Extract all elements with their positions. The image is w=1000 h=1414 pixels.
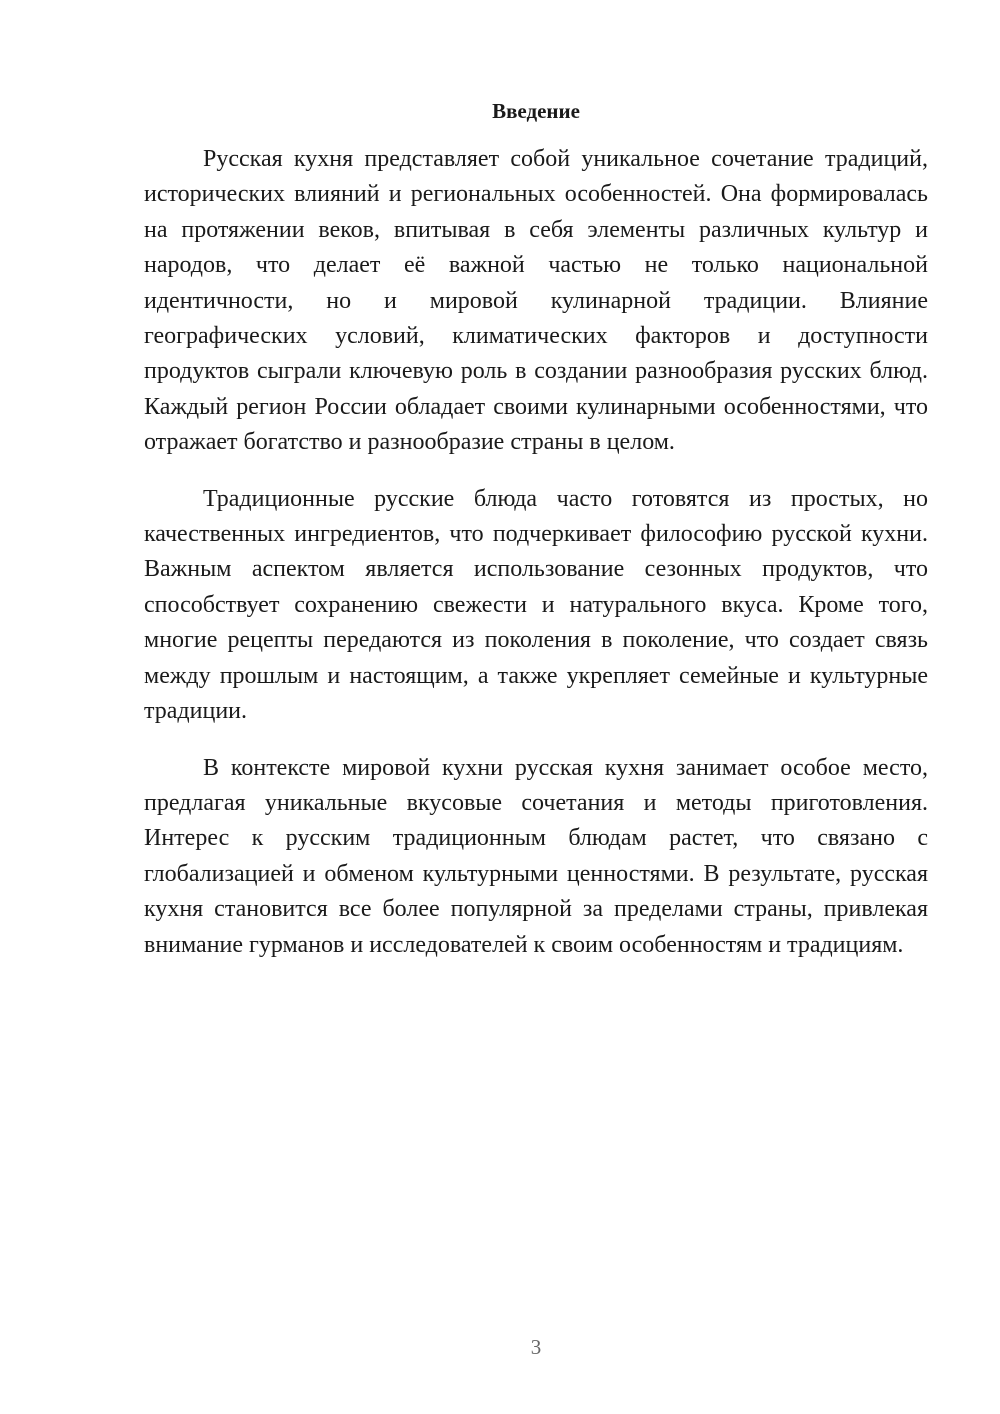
body-text [144,142,928,984]
paragraph-1: Русская кухня представляет собой уникальное сочетание традиций, исторических влияний и региональных особенностей. Она формировалась на протяжении веков, впитывая в себя элементы различных культур и народов, что делает её важной частью не только национальной идентичности, но и мировой кулинарной традиции. Влияние географических условий, климатических факторов и доступности продуктов сыграли ключевую роль в создании разнообразия русских блюд. Каждый регион России обладает своими кулинарными особенностями, что отражает богатство и разнообразие страны в целом. [144,146,928,456]
paragraph-3: В контексте мировой кухни русская кухня занимает особое место, предлагая уникальные вкусовые сочетания и методы приготовления. Интерес к русским традиционным блюдам растет, что связано с глобализацией и обменом культурными ценностями. В результате, русская кухня становится все более популярной за пределами страны, привлекая внимание гурманов и исследователей к своим особенностям и традициям. [144,754,928,958]
page-number: 3 [530,1335,542,1359]
section-heading: Введение [492,99,580,123]
paragraph-2: Традиционные русские блюда часто готовятся из простых, но качественных ингредиентов, что подчеркивает философию русской кухни. Важным аспектом является использование сезонных продуктов, что способствует сохранению свежести и натурального вкуса. Кроме того, многие рецепты передаются из поколения в поколение, что создает связь между прошлым и настоящим, а также укрепляет семейные и культурные традиции. [144,485,928,725]
